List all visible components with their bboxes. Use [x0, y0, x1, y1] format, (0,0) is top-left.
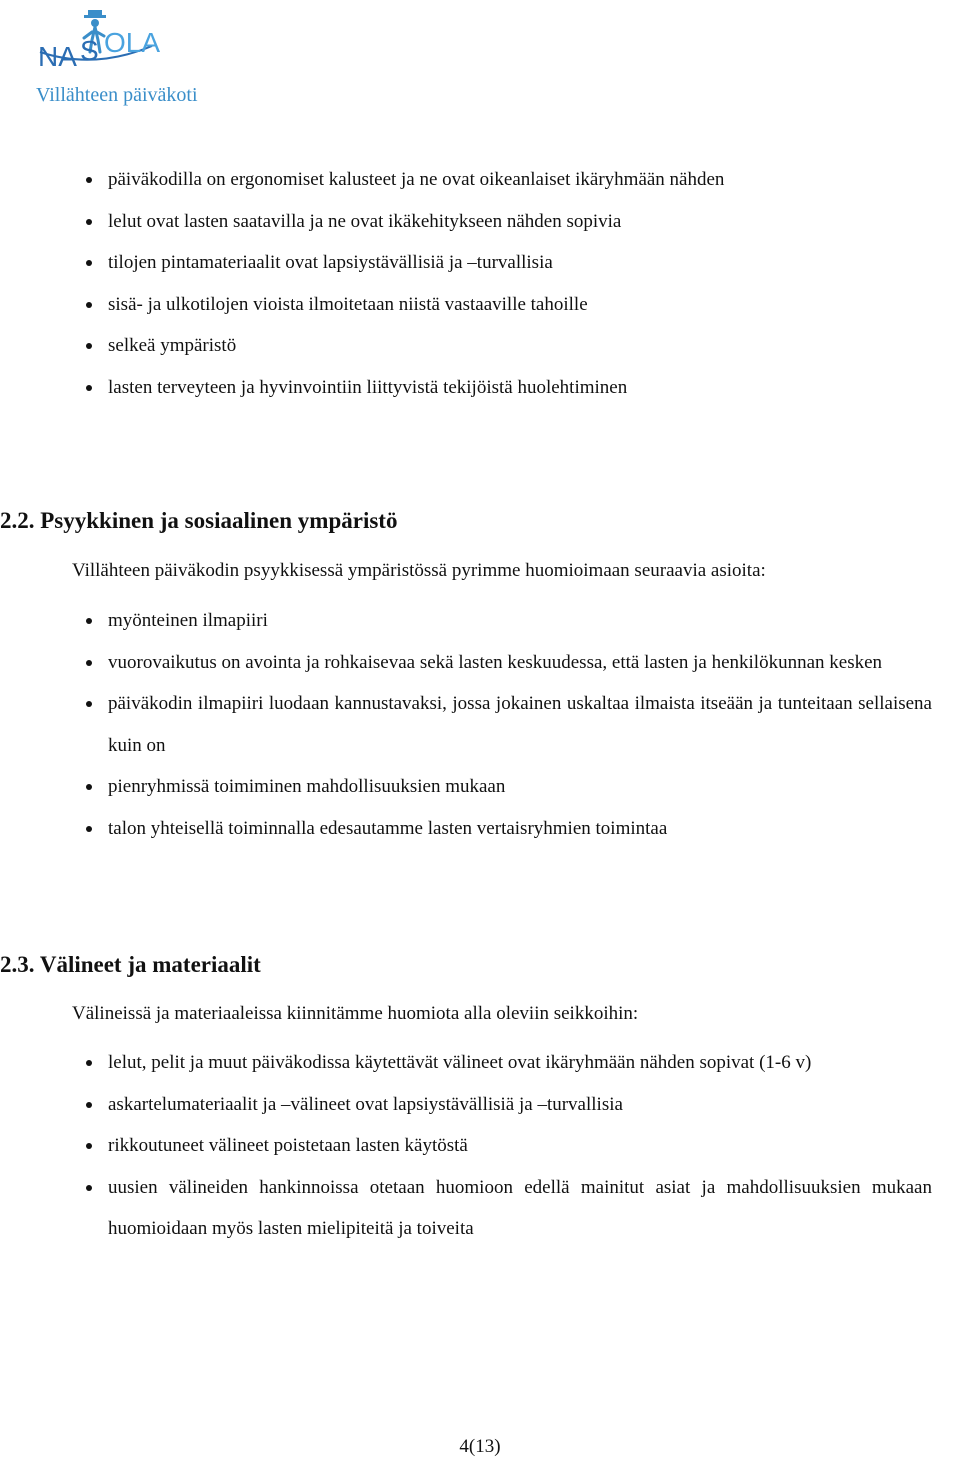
list-item	[80, 766, 932, 808]
list-item-text: talon yhteisellä toiminnalla edesautamme lasten vertaisryhmien toimintaa	[108, 817, 668, 839]
list-item	[80, 334, 900, 358]
svg-text:S: S	[80, 35, 99, 66]
bullet-icon	[86, 260, 92, 266]
list-item	[80, 376, 900, 400]
list-item-text: tilojen pintamateriaalit ovat lapsiystävällisiä ja –turvallisia	[108, 252, 553, 273]
bullet-icon	[86, 701, 92, 707]
bullet-icon	[86, 660, 92, 666]
list-item	[80, 168, 900, 192]
list-item-text: vuorovaikutus on avointa ja rohkaisevaa sekä lasten keskuudessa, että lasten ja henkilökunnan kesken	[108, 651, 883, 673]
bullet-icon	[86, 1185, 92, 1191]
section-intro-2-3: Välineissä ja materiaaleissa kiinnitämme huomiota alla oleviin seikkoihin:	[72, 1003, 639, 1024]
list-item	[80, 251, 900, 275]
list-item-text: rikkoutuneet välineet poistetaan lasten käytöstä	[108, 1135, 468, 1157]
list-item-text: myönteinen ilmapiiri	[108, 610, 268, 631]
list-item-text: lelut, pelit ja muut päiväkodissa käytettävät välineet ovat ikäryhmään nähden sopivat (1-6 v)	[108, 1052, 812, 1073]
section-intro-2-2: Villähteen päiväkodin psyykkisessä ympäristössä pyrimme huomioimaan seuraavia asioita:	[72, 560, 766, 581]
list-item-text: askartelumateriaalit ja –välineet ovat lapsiystävällisiä ja –turvallisia	[108, 1093, 623, 1115]
section-heading-2-2: 2.2. Psyykkinen ja sosiaalinen ympäristö	[0, 508, 398, 533]
bullet-icon	[86, 1060, 92, 1066]
list-item	[80, 1167, 932, 1250]
list-item	[80, 1125, 932, 1167]
list-item	[80, 600, 932, 642]
list-item-text: päiväkodilla on ergonomiset kalusteet ja ne ovat oikeanlaiset ikäryhmään nähden	[108, 169, 725, 190]
bullet-icon	[86, 177, 92, 183]
nasola-logo	[34, 4, 164, 84]
header-subtitle: Villähteen päiväkoti	[36, 84, 198, 106]
section-heading-2-3: 2.3. Välineet ja materiaalit	[0, 952, 261, 977]
list-item-text: sisä- ja ulkotilojen vioista ilmoitetaan niistä vastaaville tahoille	[108, 293, 588, 315]
list-item	[80, 293, 900, 317]
psychosocial-list	[80, 600, 932, 850]
bullet-icon	[86, 302, 92, 308]
bullet-icon	[86, 343, 92, 349]
bullet-icon	[86, 1102, 92, 1108]
bullet-icon	[86, 385, 92, 391]
list-item	[80, 210, 900, 234]
bullet-icon	[86, 784, 92, 790]
bullet-icon	[86, 1143, 92, 1149]
list-item-text: selkeä ympäristö	[108, 335, 237, 356]
list-item	[80, 683, 932, 766]
list-item-text: lasten terveyteen ja hyvinvointiin liittyvistä tekijöistä huolehtiminen	[108, 376, 628, 398]
list-item-text: pienryhmissä toimiminen mahdollisuuksien mukaan	[108, 776, 506, 798]
list-item	[80, 1042, 932, 1084]
list-item-text: uusien välineiden hankinnoissa otetaan huomioon edellä mainitut asiat ja mahdollisuuksien mukaan huomioidaan myös lasten mielipiteitä ja toiveita	[108, 1176, 932, 1240]
materials-list	[80, 1042, 932, 1250]
list-item	[80, 642, 932, 684]
list-item	[80, 808, 932, 850]
bullet-icon	[86, 826, 92, 832]
svg-text:NA: NA	[38, 41, 77, 72]
bullet-icon	[86, 618, 92, 624]
bullet-icon	[86, 219, 92, 225]
list-item-text: lelut ovat lasten saatavilla ja ne ovat ikäkehitykseen nähden sopivia	[108, 210, 622, 232]
list-item	[80, 1084, 932, 1126]
environment-list	[80, 168, 900, 417]
svg-text:OLA: OLA	[104, 27, 161, 58]
list-item-text: päiväkodin ilmapiiri luodaan kannustavaksi, jossa jokainen uskaltaa ilmaista itseään ja tunteitaan sellaisena kuin on	[108, 693, 932, 756]
page-number: 4(13)	[459, 1436, 501, 1457]
